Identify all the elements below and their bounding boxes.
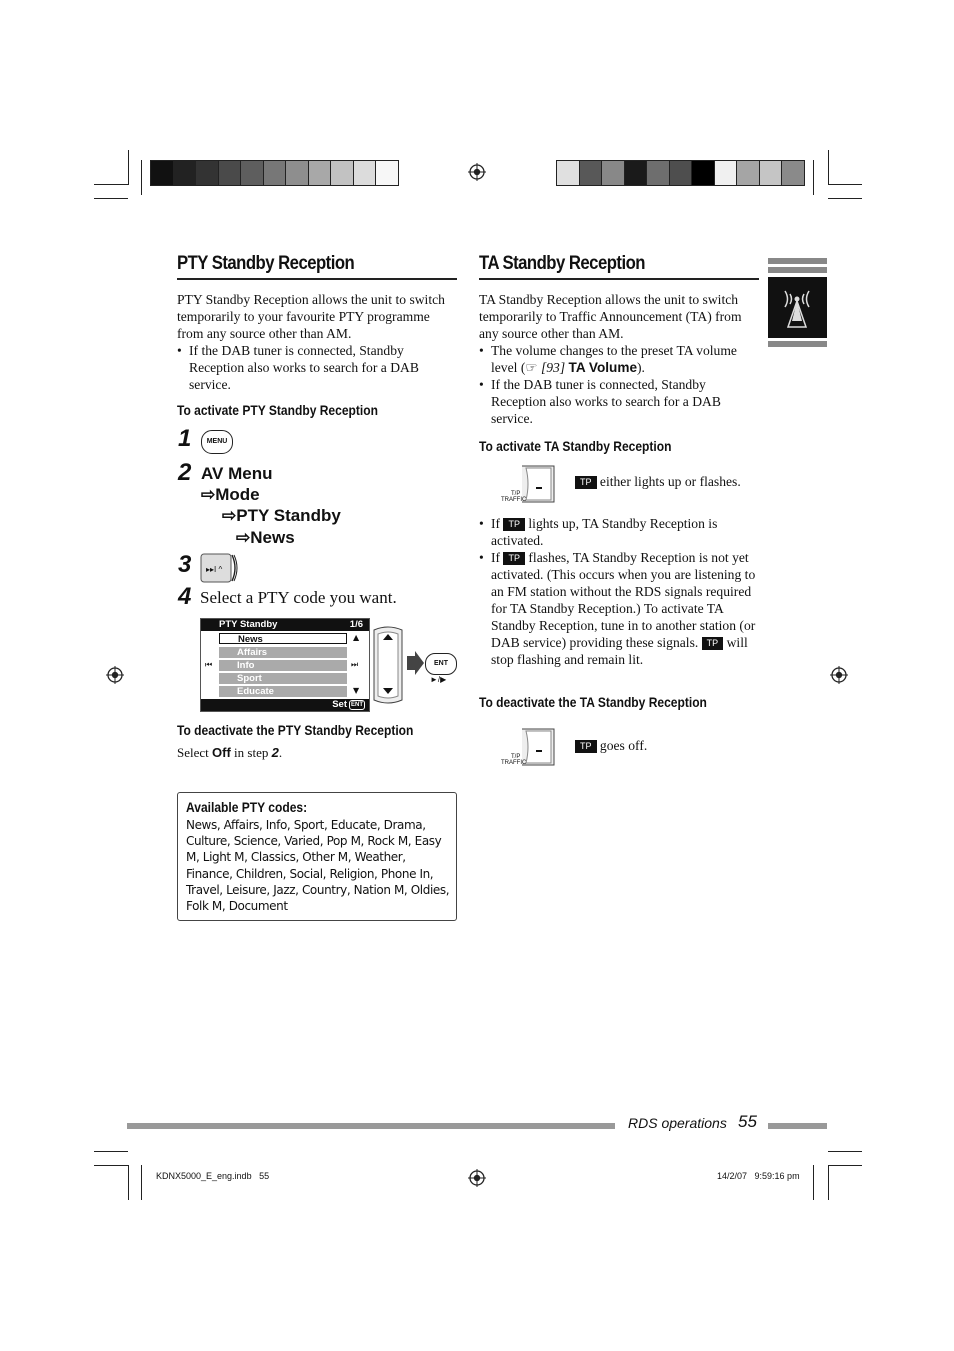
menu-path-pty-standby: ⇨PTY Standby [222, 506, 341, 525]
footer-rule [768, 1123, 827, 1129]
color-swatch [219, 161, 242, 185]
color-swatch [580, 161, 603, 185]
arrow-right-icon [405, 650, 425, 676]
ent-sub-label: ►/▶ [430, 675, 447, 684]
crop-mark [141, 160, 142, 195]
lcd-set-bar [201, 699, 369, 711]
arrow-icon: ⇨ [222, 506, 237, 525]
reference-icon: ☞ [525, 360, 538, 375]
next-icon: ⏭ [351, 660, 359, 669]
step-number: 3 [178, 551, 192, 578]
color-swatch [354, 161, 377, 185]
pty-intro [177, 291, 452, 393]
section-tab-stripe [768, 267, 827, 273]
registration-mark-icon [468, 163, 486, 181]
section-tab-stripe [768, 258, 827, 264]
crop-mark [813, 1165, 814, 1200]
pty-activate-heading: To activate PTY Standby Reception [177, 402, 378, 418]
crop-mark [828, 1165, 829, 1200]
color-calibration-bar [556, 160, 805, 186]
tp-indicator-icon: TP [702, 637, 724, 650]
lcd-title-bar [201, 619, 369, 631]
color-calibration-bar [150, 160, 399, 186]
heading-rule [479, 278, 759, 280]
crop-mark [94, 1165, 128, 1166]
antenna-tower-icon [768, 277, 827, 338]
crop-mark [94, 184, 128, 185]
crop-mark [141, 1165, 142, 1200]
color-swatch [241, 161, 264, 185]
svg-text:TRAFFIC: TRAFFIC [501, 497, 527, 503]
lcd-set: Set [332, 699, 347, 710]
tp-either-text: TP either lights up or flashes. [575, 473, 741, 490]
color-swatch [309, 161, 332, 185]
arrow-icon: ⇨ [236, 528, 251, 547]
step-number: 1 [178, 425, 192, 452]
section-tab-stripe [768, 341, 827, 347]
color-swatch [331, 161, 354, 185]
print-date-info: 14/2/07 9:59:16 pm [717, 1171, 800, 1181]
pty-bullet: • If the DAB tuner is connected, Standby Reception also works to search for a DAB service. [189, 342, 452, 393]
color-swatch [151, 161, 174, 185]
tp-indicator-icon: TP [503, 552, 525, 565]
pty-intro-text: PTY Standby Reception allows the unit to switch temporarily to your favourite PTY programme from any source other than AM. [177, 292, 445, 341]
color-swatch [286, 161, 309, 185]
color-swatch [715, 161, 738, 185]
tp-goes-off-text: TP goes off. [575, 737, 647, 754]
step-number: 4 [178, 583, 192, 610]
crop-mark [94, 1151, 128, 1152]
registration-mark-icon [468, 1169, 486, 1187]
crop-mark [813, 160, 814, 195]
color-swatch [670, 161, 693, 185]
ta-bullets [479, 515, 757, 668]
prev-icon: ⏮ [205, 660, 213, 669]
menu-path-av-menu: AV Menu [201, 464, 273, 483]
footer-rule [127, 1123, 615, 1129]
color-swatch [737, 161, 760, 185]
color-swatch [376, 161, 398, 185]
pty-codes-list: News, Affairs, Info, Sport, Educate, Drama, Culture, Science, Varied, Pop M, Rock M, Easy M, Light M, Classics, Other M, Weather, Finance, Children, Social, Religion, Phone In, Travel, Leisure, Jazz, Country, Nation M, Oldies, Folk M, Document [186, 818, 450, 914]
scroll-up-icon: ▲ [353, 633, 360, 642]
crop-mark [128, 150, 129, 185]
lcd-ent-icon: ENT [351, 702, 363, 708]
svg-text:TRAFFIC: TRAFFIC [501, 760, 527, 766]
pty-deactivate-heading: To deactivate the PTY Standby Reception [177, 722, 414, 738]
registration-mark-icon [830, 666, 848, 684]
lcd-page: 1/6 [349, 619, 363, 630]
ta-activate-heading: To activate TA Standby Reception [479, 438, 672, 454]
pty-codes-title: Available PTY codes: [186, 799, 308, 815]
color-swatch [692, 161, 715, 185]
color-swatch [557, 161, 580, 185]
lcd-item-selected[interactable]: News [219, 633, 347, 644]
ent-button[interactable]: ENT [425, 653, 457, 675]
step4-text: Select a PTY code you want. [200, 588, 397, 607]
color-swatch [264, 161, 287, 185]
svg-text:▸▸I ^: ▸▸I ^ [206, 565, 223, 574]
heading-rule [177, 278, 457, 280]
registration-mark-icon [106, 666, 124, 684]
color-swatch [760, 161, 783, 185]
pty-codes-box [177, 792, 457, 921]
crop-mark [128, 1165, 129, 1200]
menu-button[interactable]: MENU [201, 430, 233, 454]
menu-path-news: ⇨News [236, 528, 295, 547]
ta-bullet: • If the DAB tuner is connected, Standby Reception also works to search for a DAB service. [491, 376, 757, 427]
lcd-item[interactable]: Educate [219, 686, 347, 697]
tp-indicator-icon: TP [575, 476, 597, 489]
crop-mark [94, 198, 128, 199]
arrow-icon: ⇨ [201, 485, 216, 504]
lcd-item[interactable]: Info [219, 660, 347, 671]
ta-bullet: • If TP flashes, TA Standby Reception is not yet activated. (This occurs when you are listening to an FM station without the RDS signals required for TA Standby Reception.) To activate TA Standby Reception, tune in to another station (or DAB service) providing these signals. TP will stop flashing and remain lit. [491, 549, 757, 668]
footer-section: RDS operations [628, 1115, 727, 1131]
skip-up-button-icon[interactable] [200, 553, 238, 583]
color-swatch [625, 161, 648, 185]
ta-deactivate-heading: To deactivate the TA Standby Reception [479, 694, 707, 710]
ta-heading: TA Standby Reception [479, 253, 645, 274]
crop-mark [828, 1165, 862, 1166]
page-number: 55 [738, 1112, 757, 1131]
color-swatch [647, 161, 670, 185]
menu-path-mode: ⇨Mode [201, 485, 260, 504]
step-number: 2 [178, 459, 192, 486]
pty-heading: PTY Standby Reception [177, 253, 355, 274]
color-swatch [602, 161, 625, 185]
crop-mark [828, 1151, 862, 1152]
color-swatch [196, 161, 219, 185]
crop-mark [828, 184, 862, 185]
section-tab [768, 277, 827, 338]
lcd-item[interactable]: Sport [219, 673, 347, 684]
lcd-title: PTY Standby [219, 619, 278, 630]
tp-indicator-icon: TP [575, 740, 597, 753]
ta-intro [479, 291, 757, 427]
tp-indicator-icon: TP [503, 518, 525, 531]
lcd-item[interactable]: Affairs [219, 647, 347, 658]
crop-mark [828, 198, 862, 199]
pty-deactivate-text: Select Off in step 2. [177, 745, 283, 760]
svg-text:T/P: T/P [511, 754, 521, 760]
crop-mark [828, 150, 829, 185]
print-file-info: KDNX5000_E_eng.indb 55 [156, 1171, 270, 1181]
scroll-down-icon: ▼ [353, 686, 360, 695]
ta-intro-text: TA Standby Reception allows the unit to switch temporarily to Traffic Announcement (TA) from any source other than AM. [479, 292, 742, 341]
pty-lcd-display [200, 618, 370, 712]
tp-traffic-button-icon[interactable] [500, 464, 560, 504]
color-swatch [782, 161, 804, 185]
tp-traffic-button-icon[interactable] [500, 727, 560, 767]
color-swatch [174, 161, 197, 185]
ta-bullet: • The volume changes to the preset TA volume level (☞ [93] TA Volume). [491, 342, 757, 376]
svg-text:T/P: T/P [511, 491, 521, 497]
control-dial-icon[interactable] [372, 626, 404, 704]
ta-bullet: • If TP lights up, TA Standby Reception is activated. [491, 515, 757, 549]
